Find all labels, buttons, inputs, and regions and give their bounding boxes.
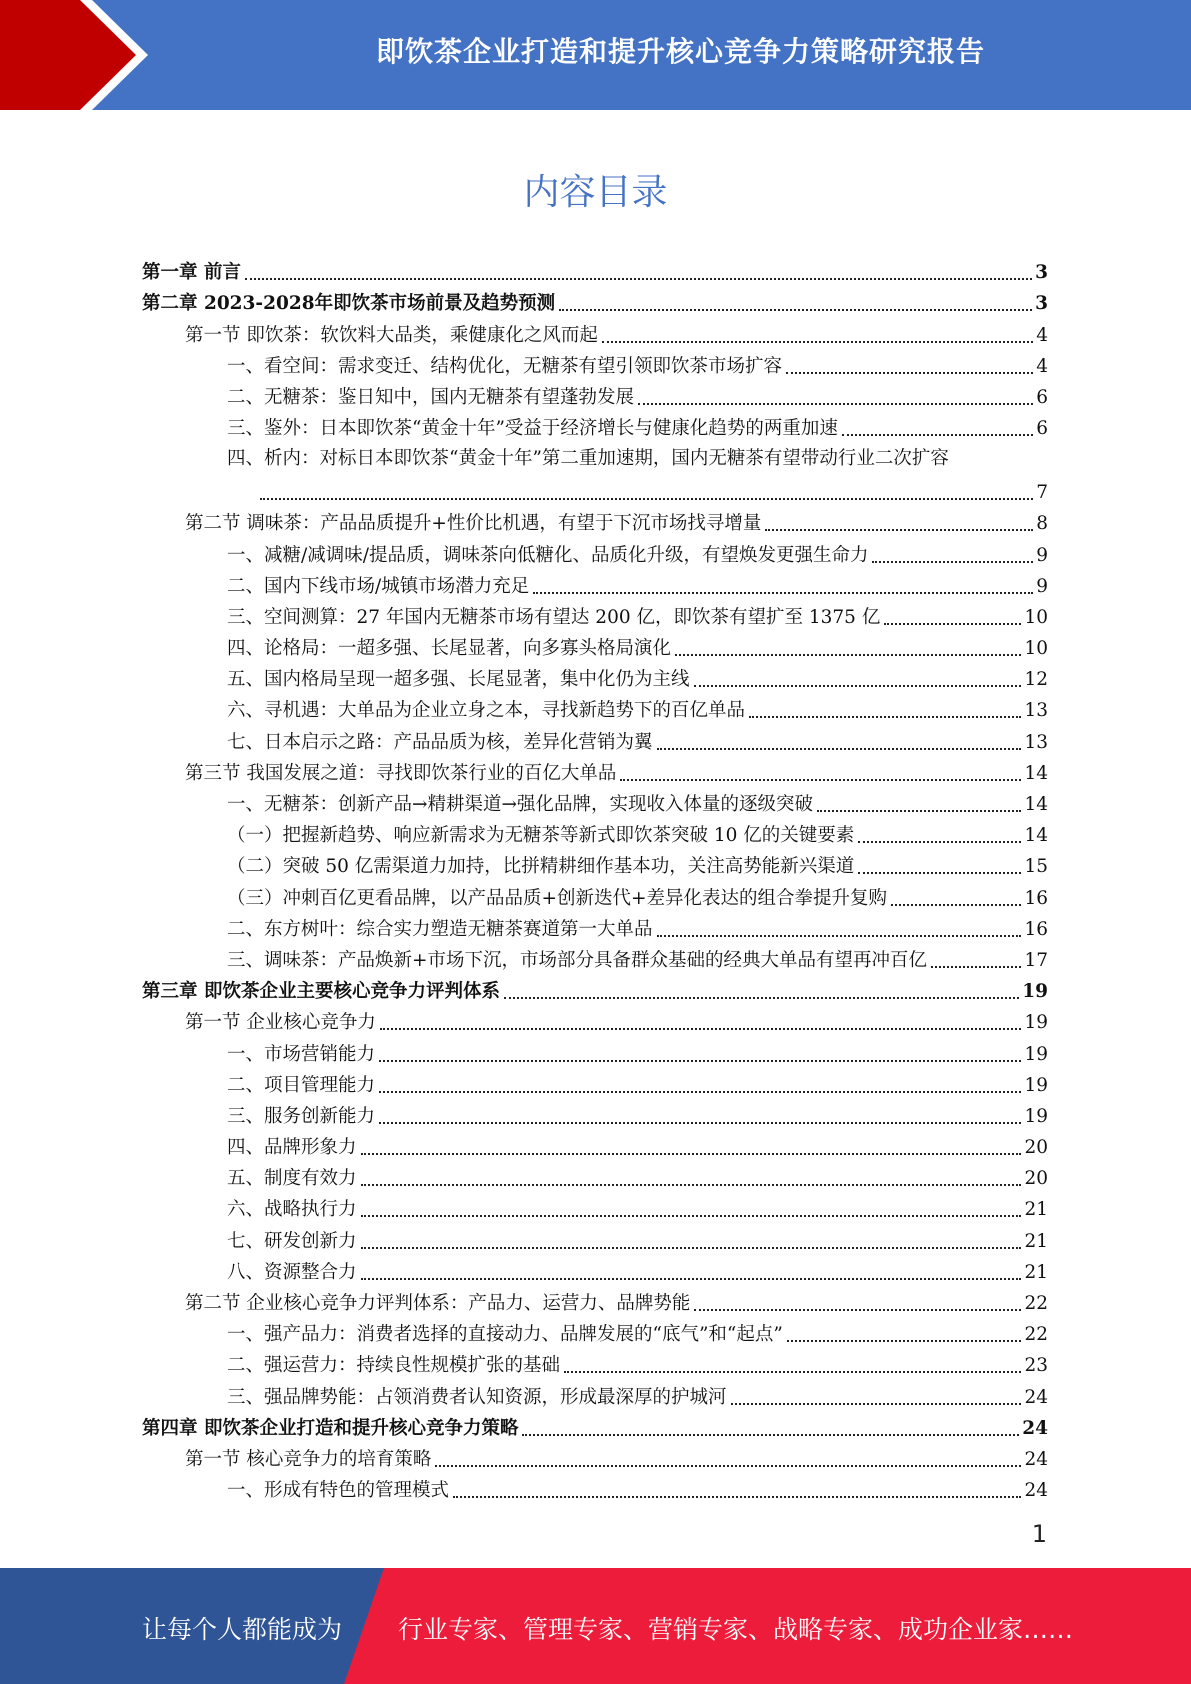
toc-entry-page: 21 [1024, 1230, 1048, 1252]
dot-leader [435, 1464, 1021, 1467]
dot-leader [817, 809, 1021, 812]
toc-entry[interactable] [142, 1035, 1048, 1066]
toc-entry-title: 三、空间测算：27 年国内无糖茶市场有望达 200 亿，即饮茶有望扩至 1375 亿 [227, 606, 881, 628]
toc-entry[interactable] [142, 316, 1048, 347]
dot-leader [379, 1090, 1021, 1093]
toc-entry-title: 五、国内格局呈现一超多强、长尾显著，集中化仍为主线 [227, 669, 690, 691]
toc-entry-title: （一）把握新趋势、响应新需求为无糖茶等新式即饮茶突破 10 亿的关键要素 [227, 825, 855, 847]
toc-entry-page: 17 [1024, 949, 1048, 971]
toc-entry-page: 19 [1024, 1074, 1048, 1096]
toc-entry-page: 21 [1024, 1261, 1048, 1283]
toc-entry-page: 19 [1024, 1105, 1048, 1127]
toc-entry[interactable] [142, 1254, 1048, 1285]
toc-entry-page: 4 [1036, 324, 1048, 346]
toc-entry-title: （三）冲刺百亿更看品牌，以产品品质+创新迭代+差异化表达的组合拳提升复购 [227, 887, 888, 909]
toc-entry-title: 第三节 我国发展之道：寻找即饮茶行业的百亿大单品 [185, 762, 617, 784]
toc-entry-title: 四、析内：对标日本即饮茶“黄金十年”第二重加速期，国内无糖茶有望带动行业二次扩容 [227, 447, 949, 469]
toc-entry-title: 一、看空间：需求变迁、结构优化，无糖茶有望引领即饮茶市场扩容 [227, 355, 783, 377]
dot-leader [564, 1370, 1021, 1373]
toc-entry-page: 21 [1024, 1199, 1048, 1221]
dot-leader [379, 1121, 1021, 1124]
toc-entry-page: 20 [1024, 1168, 1048, 1190]
toc-entry[interactable] [142, 911, 1048, 942]
toc-entry-page: 19 [1022, 981, 1048, 1003]
report-title: 即饮茶企业打造和提升核心竞争力策略研究报告 [375, 35, 985, 68]
dot-leader [379, 1059, 1021, 1062]
toc-entry[interactable] [142, 817, 1048, 848]
page-header [0, 0, 1191, 110]
dot-leader [361, 1246, 1022, 1249]
toc-entry-page: 3 [1035, 262, 1048, 284]
dot-leader [380, 1027, 1022, 1030]
toc-entry-page: 6 [1036, 386, 1048, 408]
toc-entry[interactable] [142, 942, 1048, 973]
toc-entry-title: 二、项目管理能力 [227, 1074, 376, 1096]
toc-entry-page: 16 [1024, 887, 1048, 909]
toc-entry-title: 三、强品牌势能：占领消费者认知资源，形成最深厚的护城河 [227, 1386, 727, 1408]
dot-leader [361, 1277, 1022, 1280]
toc-entry[interactable] [142, 1285, 1048, 1316]
toc-entry[interactable] [142, 1129, 1048, 1160]
toc-entry-title: 第四章 即饮茶企业打造和提升核心竞争力策略 [142, 1417, 519, 1439]
toc-entry-page: 8 [1036, 513, 1048, 535]
toc-entry-title: 二、强运营力：持续良性规模扩张的基础 [227, 1355, 561, 1377]
toc-entry[interactable] [142, 1067, 1048, 1098]
toc-entry-title: 一、形成有特色的管理模式 [227, 1480, 450, 1502]
toc-entry-title: 一、无糖茶：创新产品→精耕渠道→强化品牌，实现收入体量的逐级突破 [227, 794, 814, 815]
toc-entry[interactable] [142, 1378, 1048, 1409]
toc-entry-title: 二、国内下线市场/城镇市场潜力充足 [227, 575, 530, 597]
toc-entry-page: 24 [1024, 1480, 1048, 1502]
toc-entry-page: 13 [1024, 731, 1048, 753]
toc-entry-title: 五、制度有效力 [227, 1168, 357, 1190]
toc-entry[interactable] [142, 410, 1048, 441]
dot-leader [559, 308, 1032, 311]
toc-entry[interactable] [142, 254, 1048, 285]
toc-entry-title: 四、论格局：一超多强、长尾显著，向多寡头格局演化 [227, 638, 672, 660]
toc-entry-page: 24 [1024, 1386, 1048, 1408]
dot-leader [765, 528, 1033, 531]
toc-entry-title: 第三章 即饮茶企业主要核心竞争力评判体系 [142, 981, 500, 1003]
dot-leader [361, 1183, 1022, 1186]
dot-leader [361, 1152, 1022, 1155]
toc-entry-continuation [142, 476, 1048, 505]
toc-entry-title: 三、鉴外：日本即饮茶“黄金十年”受益于经济增长与健康化趋势的两重加速 [227, 418, 838, 440]
toc-entry-title: 第二节 企业核心竞争力评判体系：产品力、运营力、品牌势能 [185, 1293, 691, 1314]
toc-entry-page: 9 [1036, 544, 1048, 566]
toc-entry[interactable] [142, 879, 1048, 910]
dot-leader [620, 778, 1021, 781]
toc-entry-page: 19 [1024, 1043, 1048, 1065]
toc-entry-title: 第二章 2023-2028年即饮茶市场前景及趋势预测 [142, 293, 556, 315]
toc-entry-page: 10 [1024, 606, 1048, 628]
page-number: 1 [1031, 1520, 1047, 1548]
toc-entry[interactable] [142, 441, 1048, 476]
toc-entry-page: 10 [1024, 638, 1048, 660]
toc-entry[interactable] [142, 285, 1048, 316]
dot-leader [522, 1433, 1019, 1436]
dot-leader [504, 996, 1019, 999]
toc-entry-title: 二、东方树叶：综合实力塑造无糖茶赛道第一大单品 [227, 918, 653, 940]
toc-entry-page: 12 [1024, 669, 1048, 691]
toc-entry-title: 三、服务创新能力 [227, 1105, 376, 1127]
toc-entry[interactable] [142, 505, 1048, 536]
toc-entry[interactable] [142, 1004, 1048, 1035]
toc-entry-title: 第二节 调味茶：产品品质提升+性价比机遇，有望于下沉市场找寻增量 [185, 513, 762, 535]
dot-leader [891, 903, 1021, 906]
toc-entry[interactable] [142, 1222, 1048, 1253]
toc-entry-page: 13 [1024, 700, 1048, 722]
toc-entry[interactable] [142, 1472, 1048, 1503]
toc-entry-page: 20 [1024, 1137, 1048, 1159]
toc-entry-page: 24 [1024, 1448, 1048, 1470]
dot-leader [638, 402, 1033, 405]
toc-heading: 内容目录 [523, 172, 668, 213]
dot-leader [602, 340, 1033, 343]
table-of-contents [142, 254, 1048, 1503]
toc-entry-title: （二）突破 50 亿需渠道力加持，比拼精耕细作基本功，关注高势能新兴渠道 [227, 856, 855, 878]
dot-leader [533, 591, 1033, 594]
toc-entry[interactable] [142, 723, 1048, 754]
toc-entry-page: 7 [1036, 482, 1048, 504]
toc-entry[interactable] [142, 599, 1048, 630]
toc-entry[interactable] [142, 973, 1048, 1004]
toc-entry[interactable] [142, 1160, 1048, 1191]
toc-entry[interactable] [142, 568, 1048, 599]
toc-entry-title: 第一节 企业核心竞争力 [185, 1012, 376, 1034]
toc-entry[interactable] [142, 755, 1048, 786]
toc-entry-title: 六、战略执行力 [227, 1199, 357, 1221]
dot-leader [786, 371, 1033, 374]
toc-entry-page: 9 [1036, 575, 1048, 597]
toc-entry[interactable] [142, 379, 1048, 410]
toc-entry[interactable] [142, 1098, 1048, 1129]
toc-entry-title: 一、市场营销能力 [227, 1043, 376, 1065]
toc-entry-page: 22 [1024, 1293, 1048, 1314]
dot-leader [694, 1308, 1021, 1311]
dot-leader [872, 560, 1033, 563]
toc-entry[interactable] [142, 536, 1048, 567]
dot-leader [731, 1402, 1022, 1405]
toc-entry[interactable] [142, 1191, 1048, 1222]
toc-entry[interactable] [142, 1347, 1048, 1378]
dot-leader [260, 497, 1033, 500]
toc-entry-title: 三、调味茶：产品焕新+市场下沉，市场部分具备群众基础的经典大单品有望再冲百亿 [227, 949, 928, 971]
dot-leader [657, 747, 1022, 750]
toc-entry[interactable] [142, 786, 1048, 817]
toc-entry-title: 四、品牌形象力 [227, 1137, 357, 1159]
toc-entry-title: 七、日本启示之路：产品品质为核，差异化营销为翼 [227, 731, 653, 753]
dot-leader [931, 965, 1021, 968]
toc-entry-title: 一、强产品力：消费者选择的直接动力、品牌发展的“底气”和“起点” [227, 1324, 783, 1346]
dot-leader [787, 1339, 1022, 1342]
dot-leader [884, 622, 1021, 625]
dot-leader [453, 1495, 1021, 1498]
toc-entry-page: 6 [1036, 418, 1048, 440]
toc-entry-page: 14 [1024, 825, 1048, 847]
footer-slogan-right: 行业专家、管理专家、营销专家、战略专家、成功企业家…… [398, 1615, 1074, 1644]
toc-entry[interactable] [142, 1410, 1048, 1441]
page-footer [0, 1568, 1191, 1684]
toc-entry[interactable] [142, 1316, 1048, 1347]
dot-leader [361, 1214, 1022, 1217]
toc-entry-page: 24 [1022, 1417, 1048, 1439]
toc-entry-title: 第一节 核心竞争力的培育策略 [185, 1448, 432, 1470]
toc-entry-page: 23 [1024, 1355, 1048, 1377]
dot-leader [694, 684, 1022, 687]
toc-entry[interactable] [142, 348, 1048, 379]
dot-leader [657, 934, 1022, 937]
dot-leader [842, 433, 1033, 436]
toc-entry-title: 六、寻机遇：大单品为企业立身之本，寻找新趋势下的百亿单品 [227, 700, 746, 722]
dot-leader [245, 277, 1032, 280]
footer-slogan-left: 让每个人都能成为 [142, 1615, 343, 1644]
dot-leader [858, 840, 1021, 843]
toc-entry-title: 八、资源整合力 [227, 1261, 357, 1283]
toc-entry-title: 一、减糖/减调味/提品质，调味茶向低糖化、品质化升级，有望焕发更强生命力 [227, 544, 869, 566]
dot-leader [675, 653, 1021, 656]
toc-entry-title: 七、研发创新力 [227, 1230, 357, 1252]
toc-entry-page: 4 [1036, 355, 1048, 377]
toc-entry-page: 16 [1024, 918, 1048, 940]
toc-entry[interactable] [142, 692, 1048, 723]
toc-entry-page: 22 [1024, 1324, 1048, 1346]
toc-entry[interactable] [142, 1441, 1048, 1472]
toc-entry-title: 二、无糖茶：鉴日知中，国内无糖茶有望蓬勃发展 [227, 386, 635, 408]
toc-entry-page: 19 [1024, 1012, 1048, 1034]
toc-entry-page: 15 [1024, 856, 1048, 878]
toc-entry-title: 第一章 前言 [142, 262, 241, 284]
toc-entry-page: 14 [1024, 762, 1048, 784]
toc-entry-title: 第一节 即饮茶：软饮料大品类，乘健康化之风而起 [185, 324, 598, 346]
toc-entry-page: 3 [1035, 293, 1048, 315]
toc-entry[interactable] [142, 848, 1048, 879]
toc-entry[interactable] [142, 630, 1048, 661]
toc-entry[interactable] [142, 661, 1048, 692]
toc-entry-page: 14 [1024, 794, 1048, 815]
dot-leader [858, 871, 1021, 874]
dot-leader [749, 715, 1021, 718]
